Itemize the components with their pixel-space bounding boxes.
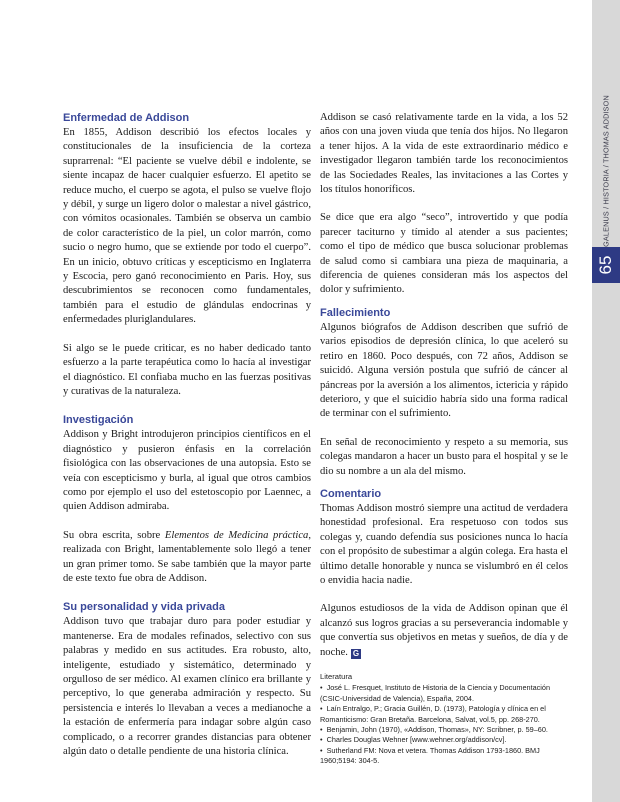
paragraph: Addison tuvo que trabajar duro para poder estudiar y mantenerse. Era de modales refinados, selectivo con sus palabras y medido en sus actitudes. Era robusto, alto, inteligente, estudiado y sistemático, determinado y orgulloso de ser médico. Al examen clínico era brillante y perceptivo, lo que generaba admiración y respecto. Su persistencia e interés lo llevaban a veces a medianoche a la estación de enfermería para indagar sobre algún caso complicado, o a recorrer grandes distancias para obtener algún dato o detalle pendiente de una historia clínica. xyxy=(63,616,311,758)
reference-item: • José L. Fresquet, Instituto de Historia de la Ciencia y Documentación (CSIC-Universidad de Valencia), España, 2004. xyxy=(320,683,568,704)
end-mark-icon: G xyxy=(352,648,360,658)
heading-fallecimiento: Fallecimiento xyxy=(320,306,391,319)
page-number: 65 xyxy=(596,255,615,275)
references xyxy=(320,672,568,767)
reference-item: • Sutherland FM: Nova et vetera. Thomas Addison 1793-1860. BMJ 1960;5194: 304-5. xyxy=(320,746,568,767)
paragraph: Algunos biógrafos de Addison describen que sufrió de varios episodios de depresión clínica, lo que aceleró su retiro en 1860. Poco después, con 72 años, Addison se suicidó. Alguna versión postula que sufrió de cáncer al páncreas por la aversión a los alimentos, ictericia y rápido deterioro, y que el suicidio habría sido una forma radical de terminar con el sufrimiento. xyxy=(320,321,568,420)
left-column xyxy=(63,111,311,759)
book-title: Elementos de Medicina práctica xyxy=(164,529,309,541)
paragraph: Su obra escrita, sobre Elementos de Medicina práctica, realizada con Bright, lamentablemente solo llegó a tener un gran primer tomo. Se sabe también que la mayor parte de este texto fue obra de Addison. xyxy=(63,529,311,584)
paragraph: Thomas Addison mostró siempre una actitud de verdadera honestidad profesional. Era respetuoso con todos sus colegas y, cuando defendía sus posiciones nunca lo hacía con el propósito de subestimar a algún colega. Era hasta el último detalle honorable y nunca se vislumbró en él celos o envidia hacia nadie. xyxy=(320,502,568,586)
paragraph: Addison se casó relativamente tarde en la vida, a los 52 años con una joven viuda que tenía dos hijos. No llegaron a tener hijos. A la vida de este extraordinario médico e investigador llegaron también tarde los reconocimientos de las Sociedades Reales, las invitaciones a las Cortes y los títulos honoríficos. xyxy=(320,112,568,196)
paragraph: En 1855, Addison describió los efectos locales y constitucionales de la insuficiencia de la corteza suprarrenal: “El paciente se vuelve débil e indolente, se siente incapaz de hacer cualquier esfuerzo. El apetito se reduce mucho, el cuerpo se agota, el pulso se vuelve flojo y débil, y surge un ligero dolor o malestar a nivel gástrico, con vómitos ocasionales. También se observa un cambio de color característico de la piel, un color marrón, como sucio o negro humo, que se extiende por todo el cuerpo”. En un inicio, obtuvo críticas y escepticismo en Inglaterra y Escocia, pero ganó reconocimiento en Paris. Hoy, sus descubrimientos se reconocen como fundamentales, también para el estudio de glándulas endocrinas y enfermedades pluriglandulares. xyxy=(63,127,311,326)
page-number-tab xyxy=(592,247,620,283)
right-column xyxy=(320,111,568,767)
heading-investigacion: Investigación xyxy=(63,414,134,427)
paragraph: Se dice que era algo “seco”, introvertido y que podía parecer taciturno y tímido al atender a sus pacientes; como el tipo de médico que busca solucionar problemas de salud como si cambiara una pieza de maquinaria, a diferencia de quienes consideran más los aspectos del dolor y sufrimiento. xyxy=(320,212,568,296)
paragraph: Si algo se le puede criticar, es no haber dedicado tanto esfuerzo a la parte terapéutica como lo hacía al investigar el diagnóstico. El confiaba mucho en las fuerzas positivas y curativas de la naturaleza. xyxy=(63,342,311,397)
reference-item: • Laín Entralgo, P.; Gracia Guillén, D. (1973), Patología y clínica en el Romanticismo: Gran Bretaña. Barcelona, Salvat, vol.5, pp. 268-270. xyxy=(320,704,568,725)
reference-item: • Benjamin, John (1970), «Addison, Thomas», NY: Scribner, p. 59–60. xyxy=(320,725,568,735)
references-title: Literatura xyxy=(320,672,353,681)
running-title-text: GALENUS / HISTORIA / THOMAS ADDISON xyxy=(601,95,611,247)
paragraph: Algunos estudiosos de la vida de Addison opinan que él alcanzó sus logros gracias a su perseverancia indomable y que convertía sus objetivos en metas y sueños, de día y de noche. G xyxy=(320,603,568,658)
paragraph: Addison y Bright introdujeron principios científicos en el diagnóstico y pusieron énfasis en la correlación fisiológica con las observaciones de una autopsia. Esto se veía con escepticismo y burla, al igual que otros cambios como por ejemplo el uso del estetoscopio por Laennec, a quien Addison admiraba. xyxy=(63,429,311,513)
heading-enfermedad: Enfermedad de Addison xyxy=(63,112,190,124)
reference-item: • Charles Douglas Wehner [www.wehner.org/addison/cv]. xyxy=(320,735,568,745)
heading-comentario: Comentario xyxy=(320,487,382,500)
paragraph: En señal de reconocimiento y respeto a su memoria, sus colegas mandaron a hacer un busto para el hospital y se le dio su nombre a un ala del mismo. xyxy=(320,436,568,477)
heading-personalidad: Su personalidad y vida privada xyxy=(63,601,225,614)
running-title xyxy=(592,96,620,246)
